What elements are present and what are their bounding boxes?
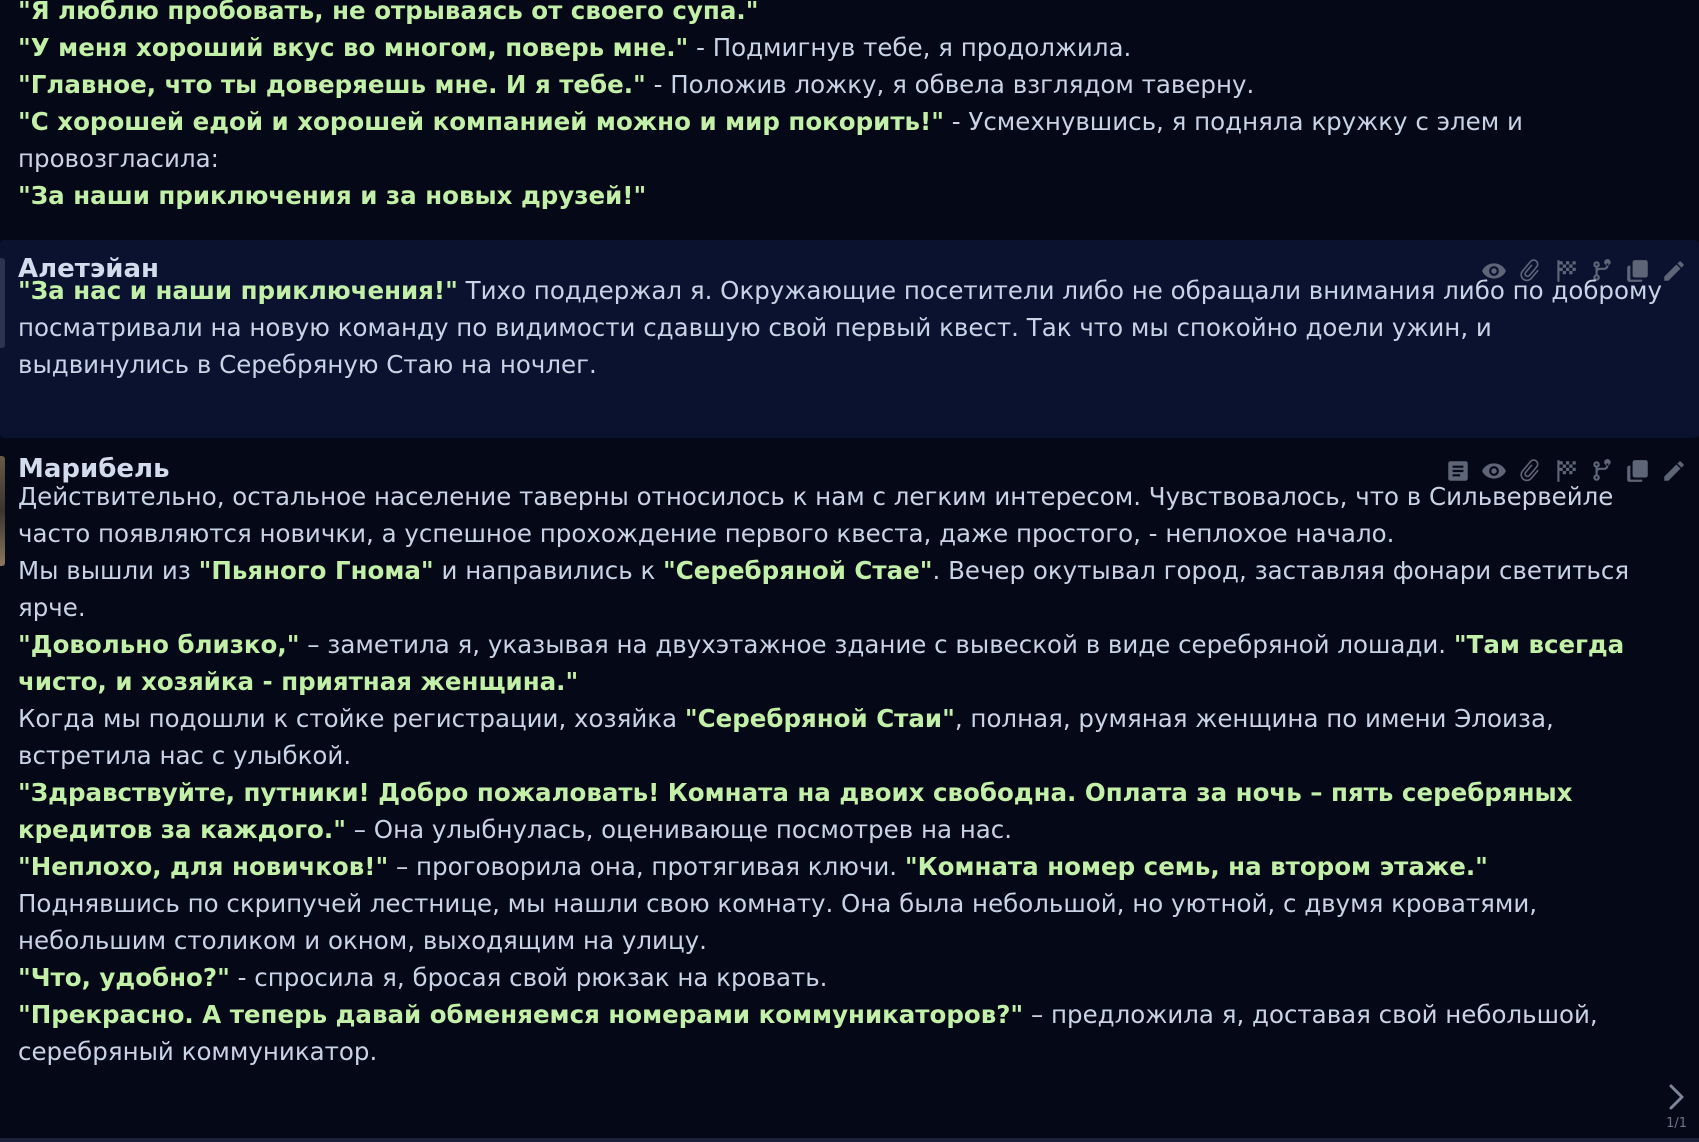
quote-span: "Главное, что ты доверяешь мне. И я тебе." [18, 70, 646, 99]
narration-span: - Положив ложку, я обвела взглядом таверну. [645, 70, 1255, 99]
narration-span: Тихо поддержал я. Окружающие посетители либо не обращали внимания либо по доброму посматривали на новую команду по видимости сдавшую свой первый квест. Так что мы спокойно доели ужин, и выдвинулись в Серебряную Стаю на ночлег. [18, 276, 1662, 379]
divider [0, 1138, 1699, 1142]
quote-span: "Комната номер семь, на втором этаже." [904, 852, 1488, 881]
paragraph [18, 700, 1669, 774]
paragraph [18, 66, 1669, 103]
user-message [0, 240, 1699, 438]
paragraph [18, 774, 1669, 848]
avatar[interactable] [0, 258, 5, 348]
quote-span: "Что, удобно?" [18, 963, 230, 992]
narration-span: , полная, румяная женщина по имени Элоиза, встретила нас с улыбкой. [18, 704, 1554, 770]
message-text [18, 478, 1669, 1070]
quote-span: "Я люблю пробовать, не отрываясь от своего супа." [18, 0, 759, 25]
chevron-right-icon [1663, 1082, 1689, 1112]
narration-span: . Вечер окутывал город, заставляя фонари светиться ярче. [18, 556, 1630, 622]
message-author-name: Марибель [18, 454, 170, 484]
paragraph [18, 478, 1669, 552]
narration-span: – предложила я, доставая свой небольшой, серебряный коммуникатор. [18, 1000, 1598, 1066]
narration-span: - спросила я, бросая свой рюкзак на кровать. [229, 963, 828, 992]
message-text [18, 272, 1669, 383]
avatar[interactable] [0, 456, 5, 566]
quote-span: "Серебряной Стаи" [684, 704, 955, 733]
message-text [18, 0, 1669, 214]
narration-span: – заметила я, указывая на двухэтажное здание с вывеской в виде серебряной лошади. [299, 630, 1454, 659]
quote-span: "У меня хороший вкус во многом, поверь мне." [18, 33, 689, 62]
quote-span: "За нас и наши приключения!" [18, 276, 458, 305]
narration-span: и направились к [433, 556, 664, 585]
quote-span: "Довольно близко," [18, 630, 300, 659]
quote-span: "Неплохо, для новичков!" [18, 852, 389, 881]
quote-span: "С хорошей едой и хорошей компанией можно и мир покорить!" [18, 107, 944, 136]
quote-span: "За наши приключения и за новых друзей!" [18, 181, 647, 210]
paragraph [18, 0, 1669, 29]
message-author-name: Алетэйан [18, 254, 160, 284]
previous-message [0, 0, 1699, 236]
quote-span: "Серебряной Стае" [663, 556, 933, 585]
quote-span: "Здравствуйте, путники! Добро пожаловать! Комната на двоих свободна. Оплата за ночь – пять серебряных кредитов за каждого." [18, 778, 1573, 844]
paragraph [18, 29, 1669, 66]
swipe-counter: 1/1 [1666, 1116, 1687, 1131]
quote-span: "Там всегда чисто, и хозяйка - приятная женщина." [18, 630, 1625, 696]
quote-span: "Пьяного Гнома" [198, 556, 434, 585]
narration-span: - Подмигнув тебе, я продолжила. [688, 33, 1132, 62]
narration-span: - Усмехнувшись, я подняла кружку с элем и провозгласила: [18, 107, 1523, 173]
paragraph [18, 103, 1669, 177]
paragraph [18, 626, 1669, 700]
paragraph [18, 272, 1669, 383]
narration-span: Когда мы подошли к стойке регистрации, хозяйка [18, 704, 685, 733]
quote-span: "Прекрасно. А теперь давай обменяемся номерами коммуникаторов?" [18, 1000, 1024, 1029]
paragraph [18, 552, 1669, 626]
paragraph [18, 885, 1669, 959]
paragraph [18, 996, 1669, 1070]
paragraph [18, 848, 1669, 885]
narration-span: – проговорила она, протягивая ключи. [388, 852, 905, 881]
narration-span: Поднявшись по скрипучей лестнице, мы нашли свою комнату. Она была небольшой, но уютной, с двумя кроватями, небольшим столиком и окном, выходящим на улицу. [18, 889, 1538, 955]
swipe-right-button[interactable] [1663, 1082, 1689, 1112]
narration-span: Действительно, остальное население таверны относилось к нам с легким интересом. Чувствовалось, что в Сильвервейле часто появляются новички, а успешное прохождение первого квеста, даже простого, - неплохое начало. [18, 482, 1614, 548]
narration-span: – Она улыбнулась, оценивающе посмотрев на нас. [345, 815, 1013, 844]
paragraph [18, 177, 1669, 214]
narration-span: Мы вышли из [18, 556, 199, 585]
character-message [0, 440, 1699, 1142]
paragraph [18, 959, 1669, 996]
